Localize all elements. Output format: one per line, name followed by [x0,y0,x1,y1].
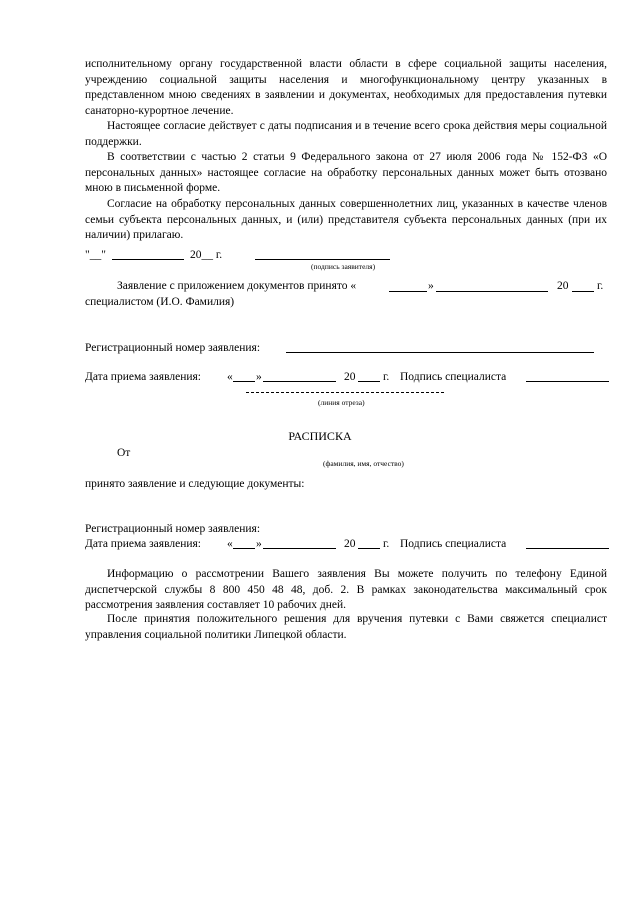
signature-caption: (подпись заявителя) [311,262,376,271]
signature-line [255,259,390,260]
registration-label-2: Регистрационный номер заявления: [85,523,261,535]
date-sign-line-1 [526,381,609,382]
registration-line-1 [286,352,594,353]
acceptance-year-prefix: 20 [557,280,569,292]
date-year-line-1 [358,381,380,382]
registration-label-1: Регистрационный номер заявления: [85,342,261,354]
date-day-line-1 [233,381,255,382]
date-label-1: Дата приема заявления: [85,371,201,383]
consent-paragraph-3: В соответствии с частью 2 статьи 9 Федерального закона от 27 июля 2006 года № 152-ФЗ «О персональных данных» настоящее согласие на обработку персональных данных может быть отозвано мною в письменной форме. [85,151,607,194]
date-sign-line-2 [526,548,609,549]
date-open-1: « [227,371,233,383]
date-month-line-2 [263,548,336,549]
consent-paragraph-1: исполнительному органу государственной власти области в сфере социальной защиты населения, учреждению социальной защиты населения и многофункциональному центру указанных в представленном мною сведениях в заявлении и документах, необходимых для предоставления путевки санаторно-курортное лечение. [85,58,607,117]
date-year-suffix-1: г. [383,371,390,383]
date-year-line-2 [358,548,380,549]
date-close-1: » [256,371,262,383]
receipt-from: От [117,447,131,459]
date-sign-label-1: Подпись специалиста [400,371,507,383]
receipt-title: РАСПИСКА [288,429,352,443]
signature-day: "__" [85,249,106,261]
date-sign-label-2: Подпись специалиста [400,538,507,550]
acceptance-year-line [572,291,594,292]
info-paragraph-1: Информацию о рассмотрении Вашего заявления Вы можете получить по телефону Единой диспетчерской службы 8 800 450 48 48, доб. 2. В рамках законодательства максимальный срок рассмотрения заявления составляет 10 рабочих дней. [85,568,607,611]
acceptance-year-suffix: г. [597,280,604,292]
date-label-2: Дата приема заявления: [85,538,201,550]
date-year-prefix-2: 20 [344,538,356,550]
date-day-line-2 [233,548,255,549]
signature-month-line [112,259,184,260]
acceptance-day-line [389,291,427,292]
receipt-from-caption: (фамилия, имя, отчество) [323,459,404,468]
date-open-2: « [227,538,233,550]
cut-line [246,392,444,393]
signature-year: 20__ г. [190,249,223,261]
info-paragraph-2: После принятия положительного решения для вручения путевки с Вами свяжется специалист управления социальной политики Липецкой области. [85,613,607,641]
acceptance-specialist: специалистом (И.О. Фамилия) [85,296,235,308]
cut-caption: (линия отреза) [318,398,365,407]
consent-paragraph-2: Настоящее согласие действует с даты подписания и в течение всего срока действия меры социальной поддержки. [85,120,607,148]
receipt-accepted: принято заявление и следующие документы: [85,478,305,490]
acceptance-month-line [436,291,548,292]
acceptance-text: Заявление с приложением документов принято « [117,280,357,292]
consent-paragraph-4: Согласие на обработку персональных данных совершеннолетних лиц, указанных в качестве членов семьи субъекта персональных данных, и (или) представителя субъекта персональных данных (при их наличии) прилагаю. [85,198,607,241]
date-year-prefix-1: 20 [344,371,356,383]
date-close-2: » [256,538,262,550]
date-year-suffix-2: г. [383,538,390,550]
acceptance-quote-close: » [428,280,434,292]
date-month-line-1 [263,381,336,382]
